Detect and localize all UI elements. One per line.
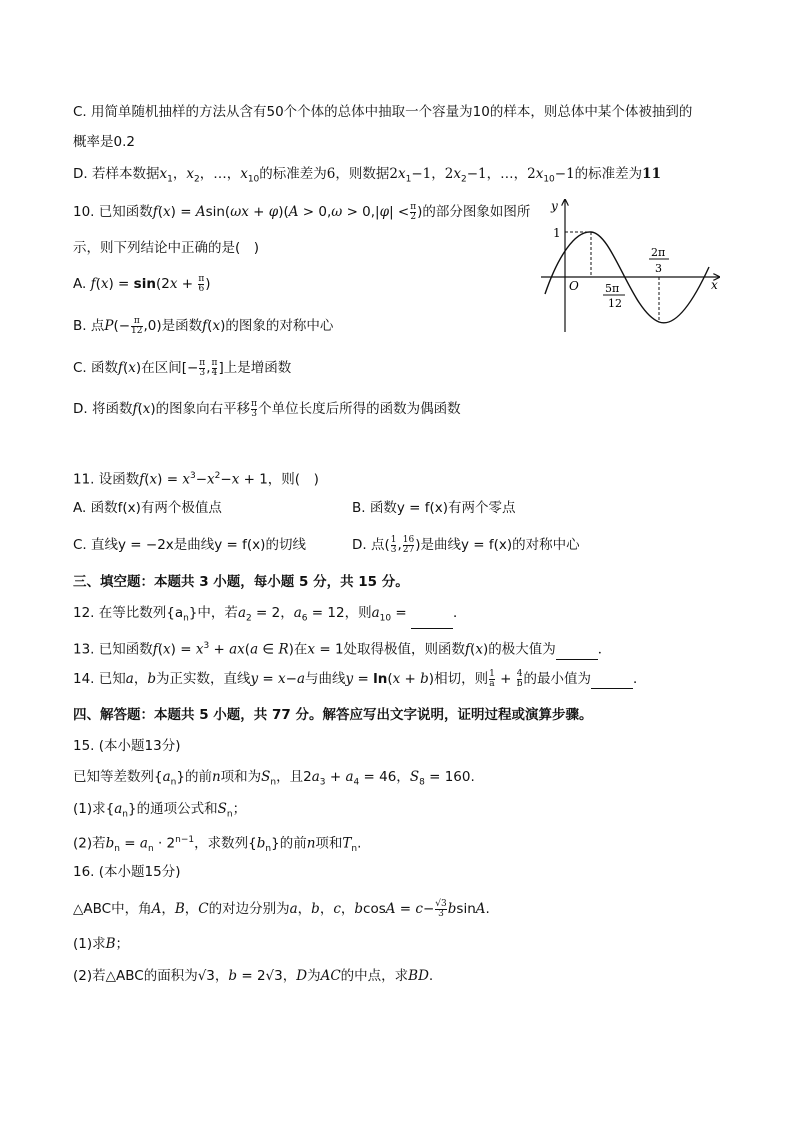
q10-stem-line2: 示，则下列结论中正确的是( ) bbox=[73, 240, 260, 256]
q9-option-d: D. 若样本数据$x_1$，$x_2$，…，$x_{10}$的标准差为6，则数据$2x_1-1$，$2x_2-1$，…，$2x_{10}-1$的标准差为11 bbox=[73, 166, 661, 185]
y-axis-label: y bbox=[551, 199, 558, 213]
q11-option-b: B. 函数y = f(x)有两个零点 bbox=[352, 500, 516, 516]
tick-2pi-3-den: 3 bbox=[655, 262, 662, 275]
q10-option-b: B. 点P(− $\frac{\pi}{12}$ ,0)是函数f(x)的图象的对称中心 bbox=[73, 315, 334, 336]
q10-option-d: D. 将函数f(x)的图象向右平移 $\frac{\pi}{3}$ 个单位长度后所得的函数为偶函数 bbox=[73, 398, 461, 419]
q13: 13. 已知函数$f(x) = x^3 + ax(a$ ∈ R)在x = 1处取得极值，则函数f(x)的极大值为 ． bbox=[73, 641, 612, 658]
one-label: 1 bbox=[553, 226, 561, 240]
q15-part1: (1)求$\{a_n\}$的通项公式和$S_n$； bbox=[73, 801, 247, 820]
q11-option-c: C. 直线y = −2x是曲线y = f(x)的切线 bbox=[73, 537, 306, 553]
section-3-heading: 三、填空题：本题共 3 小题，每小题 5 分，共 15 分。 bbox=[73, 574, 409, 590]
q11-option-d: D. 点( $\frac{1}{3}$ , $\frac{16}{27}$ )是曲线y = f(x)的对称中心 bbox=[352, 534, 580, 555]
q10-option-a: A. f(x) = sin(2x + $\frac{\pi}{6}$ ) bbox=[73, 273, 211, 294]
section-4-heading: 四、解答题：本题共 5 小题，共 77 分。解答应写出文字说明，证明过程或演算步骤。 bbox=[73, 707, 593, 723]
q15-stem: 已知等差数列$\{a_n\}$的前n项和为$S_n$，且$2a_3 + a_4 = 46$，$S_8 = 160$. bbox=[73, 769, 475, 788]
q11-stem: 11. 设函数$f(x) = x^3-x^2-x + 1$，则( ) bbox=[73, 471, 319, 488]
tick-5pi-12-den: 12 bbox=[608, 297, 622, 310]
origin-label: O bbox=[569, 279, 579, 293]
q12: 12. 在等比数列$\{a_n\}$中，若$a_2 = 2$，$a_6 = 12$，则$a_{10}$ = ． bbox=[73, 603, 467, 629]
q15-heading: 15. (本小题13分) bbox=[73, 738, 181, 754]
q16-part2: (2)若△ABC的面积为√3，b = 2√3，D为AC的中点，求BD. bbox=[73, 968, 434, 984]
x-axis-label: x bbox=[711, 278, 718, 292]
q10-stem-line1: 10. 已知函数f(x) = Asin(ωx + φ)(A > 0,ω > 0,|φ| < $\frac{\pi}{2}$ )的部分图象如图所 bbox=[73, 201, 531, 222]
sine-graph bbox=[533, 196, 723, 336]
q9-option-c-line1: C. 用简单随机抽样的方法从含有50个个体的总体中抽取一个容量为10的样本，则总体中某个体被抽到的 bbox=[73, 104, 693, 120]
q15-part2: (2)若$b_n = a_n \cdot 2^{n-1}$，求数列$\{b_n\}$的前n项和$T_n$. bbox=[73, 835, 362, 855]
q16-stem: △ABC中，角A，B，C的对边分别为a，b，c，bcosA = c− $\frac{√3}{3}$ bsinA. bbox=[73, 898, 490, 919]
q16-heading: 16. (本小题15分) bbox=[73, 864, 181, 880]
q14: 14. 已知a，b为正实数，直线y = x−a与曲线y = ln(x + b)相切，则 $\frac{1}{a}$ + $\frac{4}{b}$ 的最小值为 ． bbox=[73, 668, 647, 689]
tick-5pi-12-num: 5π bbox=[605, 282, 620, 295]
q10-option-c: C. 函数f(x)在区间[− $\frac{\pi}{3}$ , $\frac{\pi}{4}$ ]上是增函数 bbox=[73, 357, 292, 378]
q16-part1: (1)求B； bbox=[73, 936, 130, 952]
tick-2pi-3-num: 2π bbox=[651, 246, 666, 259]
q9-option-c-line2: 概率是0.2 bbox=[73, 134, 135, 150]
q11-option-a: A. 函数f(x)有两个极值点 bbox=[73, 500, 222, 516]
